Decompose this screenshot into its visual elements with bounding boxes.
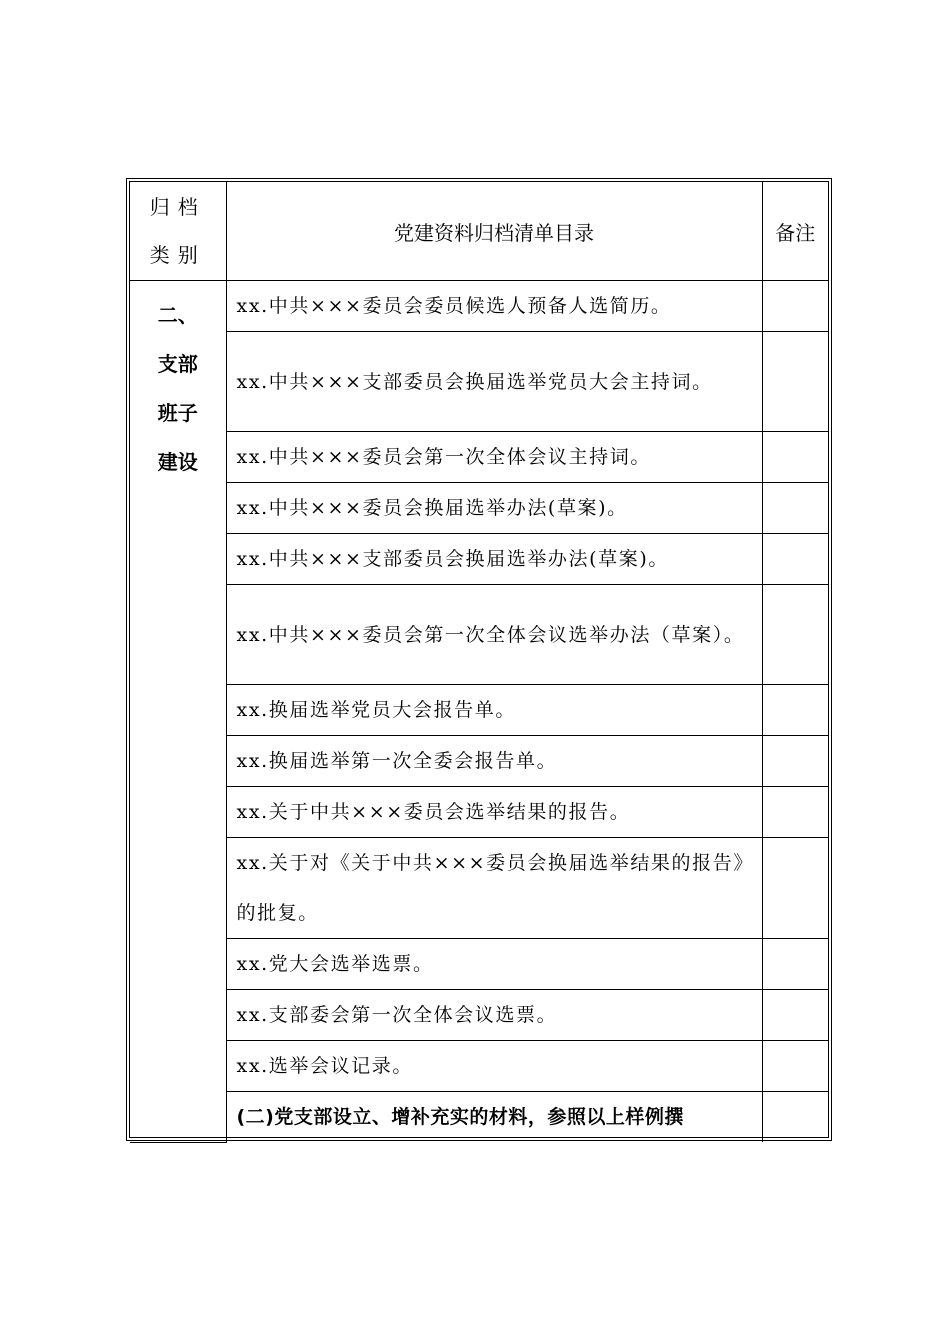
header-category-cell bbox=[130, 182, 226, 281]
list-item: xx.中共×××支部委员会换届选举办法(草案)。 bbox=[226, 534, 762, 585]
category-line1: 支部 bbox=[157, 352, 198, 376]
table-row bbox=[130, 1041, 828, 1092]
note-cell bbox=[762, 736, 828, 787]
list-item: xx.关于对《关于中共×××委员会换届选举结果的报告》的批复。 bbox=[226, 838, 762, 939]
note-cell bbox=[762, 1092, 828, 1143]
header-category-line1: 归档 bbox=[149, 195, 206, 219]
header-note-cell: 备注 bbox=[762, 182, 828, 281]
list-item: xx.中共×××委员会第一次全体会议选举办法（草案）。 bbox=[226, 585, 762, 685]
note-cell bbox=[762, 534, 828, 585]
list-item: xx.中共×××委员会委员候选人预备人选简历。 bbox=[226, 281, 762, 332]
table-row bbox=[130, 990, 828, 1041]
archive-list-table-inner bbox=[129, 181, 829, 1138]
table-row bbox=[130, 585, 828, 685]
list-item: xx.关于中共×××委员会选举结果的报告。 bbox=[226, 787, 762, 838]
category-number: 二、 bbox=[157, 303, 198, 327]
table-row bbox=[130, 432, 828, 483]
archive-list-table-frame bbox=[126, 178, 832, 1141]
table-row bbox=[130, 939, 828, 990]
category-cell bbox=[130, 281, 226, 1143]
list-item: xx.中共×××委员会第一次全体会议主持词。 bbox=[226, 432, 762, 483]
header-category-line2: 类别 bbox=[149, 243, 206, 267]
note-cell bbox=[762, 990, 828, 1041]
table-row bbox=[130, 1092, 828, 1143]
list-item: xx.党大会选举选票。 bbox=[226, 939, 762, 990]
list-item: xx.中共×××支部委员会换届选举党员大会主持词。 bbox=[226, 332, 762, 432]
table-row bbox=[130, 838, 828, 939]
list-item: xx.支部委会第一次全体会议选票。 bbox=[226, 990, 762, 1041]
note-cell bbox=[762, 332, 828, 432]
note-cell bbox=[762, 939, 828, 990]
note-cell bbox=[762, 483, 828, 534]
table-row bbox=[130, 534, 828, 585]
table-header-row bbox=[130, 182, 828, 281]
table-row bbox=[130, 332, 828, 432]
category-line2: 班子 bbox=[157, 401, 198, 425]
table-row bbox=[130, 483, 828, 534]
archive-list-table bbox=[130, 182, 828, 1143]
note-cell bbox=[762, 432, 828, 483]
table-row bbox=[130, 685, 828, 736]
list-item: xx.选举会议记录。 bbox=[226, 1041, 762, 1092]
list-item: xx.换届选举党员大会报告单。 bbox=[226, 685, 762, 736]
header-title-cell: 党建资料归档清单目录 bbox=[226, 182, 762, 281]
note-cell bbox=[762, 685, 828, 736]
table-row bbox=[130, 736, 828, 787]
note-cell bbox=[762, 838, 828, 939]
note-cell bbox=[762, 585, 828, 685]
list-item: xx.换届选举第一次全委会报告单。 bbox=[226, 736, 762, 787]
category-line3: 建设 bbox=[157, 450, 198, 474]
table-row bbox=[130, 787, 828, 838]
note-cell bbox=[762, 1041, 828, 1092]
list-item: xx.中共×××委员会换届选举办法(草案)。 bbox=[226, 483, 762, 534]
note-cell bbox=[762, 787, 828, 838]
note-cell bbox=[762, 281, 828, 332]
section-subheading: (二)党支部设立、增补充实的材料，参照以上样例撰 bbox=[226, 1092, 762, 1143]
table-row bbox=[130, 281, 828, 332]
